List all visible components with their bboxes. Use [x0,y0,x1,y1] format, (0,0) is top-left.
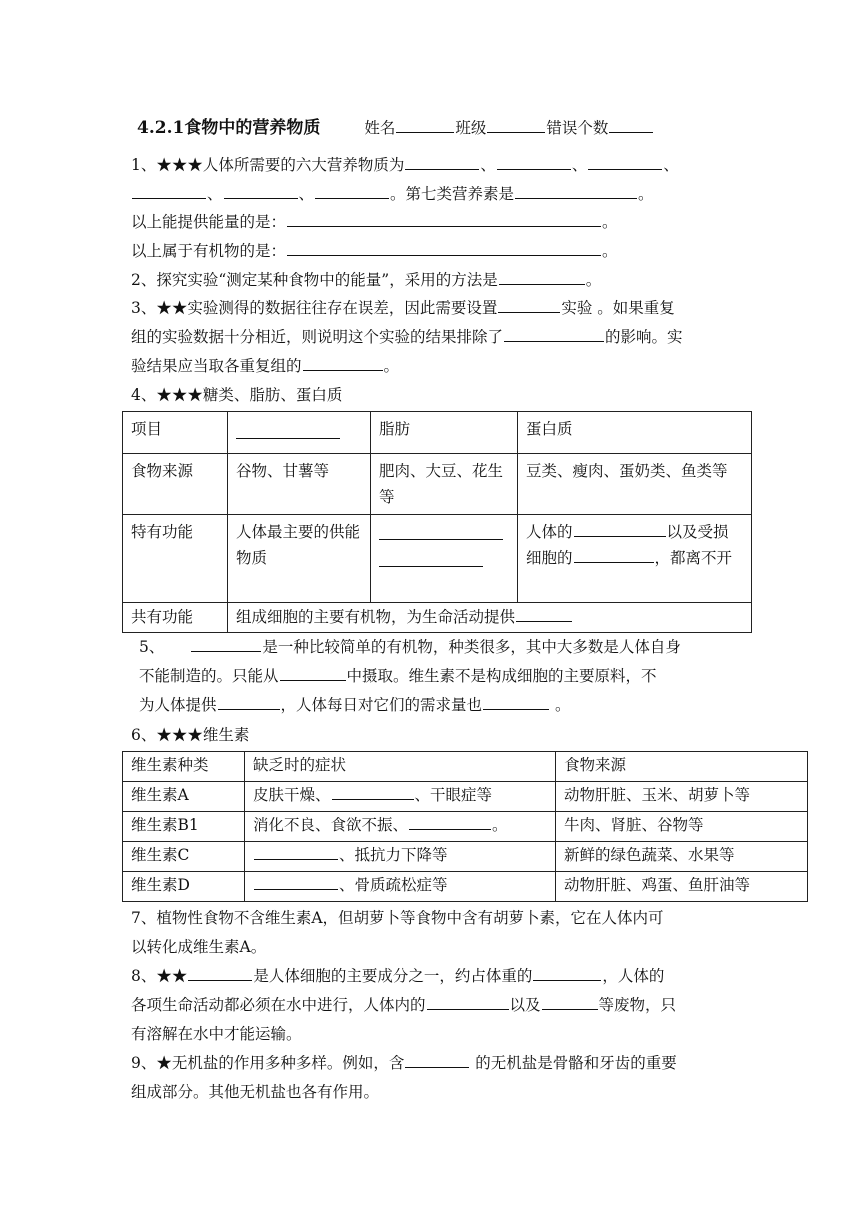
question-3-line-2 [131,326,683,348]
protein-blank-1[interactable] [574,521,666,537]
question-1-line-1 [131,154,679,176]
q1-blank-2[interactable] [497,154,571,170]
vitamin-header-symptom: 缺乏时的症状 [245,752,556,782]
class-blank[interactable] [487,117,545,133]
protein-function-c: ，都离不开 [654,549,733,567]
q1-prefix: 1、★★★人体所需要的六大营养物质为 [131,156,405,174]
vitamin-kind: 维生素B1 [123,812,245,842]
symptom-blank[interactable] [332,784,414,800]
question-7-line-1: 7、植物性食物不含维生素A，但胡萝卜等食物中含有胡萝卜素，它在人体内可 [131,909,664,927]
question-8-line-2 [131,994,676,1016]
errors-label: 错误个数 [546,119,609,137]
q3-text-b: 实验 。如果重复 [561,299,675,317]
vitamin-symptom [245,782,556,812]
protein-function-b: 以及受损细胞的 [526,523,729,567]
q8-text-d: 各项生命活动都必须在水中进行，人体内的 [131,996,426,1014]
symptom-post: 、骨质疏松症等 [339,876,448,894]
q1-sep: 、 [298,185,315,203]
table-header-item: 项目 [123,412,228,454]
question-9-line-1 [131,1052,677,1074]
q3-end: 。 [383,357,400,375]
q5-blank-4[interactable] [483,694,549,710]
table-header-fat: 脂肪 [371,412,518,454]
question-1-line-2 [131,183,654,205]
vitamin-symptom [245,812,556,842]
q8-blank-4[interactable] [542,994,598,1010]
symptom-pre: 消化不良、食欲不振、 [253,816,409,834]
q5-blank-1[interactable] [191,636,261,652]
q5-blank-3[interactable] [218,694,280,710]
q8-blank-1[interactable] [188,965,252,981]
q5-text-d: 为人体提供 [139,696,217,714]
q1-sep: 、 [663,156,679,174]
q3-text-a: 3、★★实验测得的数据往往存在误差，因此需要设置 [131,299,498,317]
protein-function-a: 人体的 [526,523,573,541]
name-label: 姓名 [364,119,396,137]
table-header-protein: 蛋白质 [518,412,752,454]
q5-text-a: 是一种比较简单的有机物，种类很多，其中大多数是人体自身 [262,638,681,656]
q1-blank-7[interactable] [515,183,637,199]
question-8-line-1 [131,965,664,987]
question-7-line-2: 以转化成维生素A。 [131,938,267,956]
q8-blank-2[interactable] [533,965,601,981]
fat-function-blank[interactable] [371,515,518,603]
table-header-sugar-blank[interactable] [228,412,371,454]
q8-text-c: ，人体的 [602,967,665,985]
symptom-blank[interactable] [254,874,338,890]
q1-end: 。 [638,185,654,203]
q1-seventh-label: 。第七类营养素是 [390,185,515,203]
vitamin-source: 动物肝脏、鸡蛋、鱼肝油等 [556,872,808,902]
q8-text-a: 8、★★ [131,967,188,985]
vitamin-source: 新鲜的绿色蔬菜、水果等 [556,842,808,872]
q1-blank-3[interactable] [588,154,662,170]
symptom-blank[interactable] [409,814,491,830]
q5-blank-2[interactable] [280,665,346,681]
row-label-common: 共有功能 [123,603,228,633]
symptom-blank[interactable] [254,844,338,860]
vitamin-source: 动物肝脏、玉米、胡萝卜等 [556,782,808,812]
q1-sep: 、 [571,156,588,174]
sugar-source: 谷物、甘薯等 [228,454,371,515]
q8-blank-3[interactable] [427,994,509,1010]
q1-organic-label: 以上属于有机物的是： [131,242,287,260]
q1-sep: 、 [480,156,496,174]
worksheet-header [137,117,654,139]
vitamin-header-kind: 维生素种类 [123,752,245,782]
q1-organic-blank[interactable] [287,240,601,256]
row-label-specific: 特有功能 [123,515,228,603]
q5-text-b: 不能制造的。只能从 [139,667,279,685]
vitamin-symptom [245,842,556,872]
q3-blank-2[interactable] [504,326,604,342]
vitamin-kind: 维生素D [123,872,245,902]
q2-end: 。 [585,271,602,289]
q1-sep: 、 [207,185,223,203]
symptom-post: 。 [492,816,508,834]
question-6-heading: 6、★★★维生素 [131,726,250,744]
vitamins-table [122,751,808,902]
question-5-line-3 [139,694,570,716]
page-title: 4.2.1食物中的营养物质 [137,118,321,138]
q1-blank-1[interactable] [405,154,479,170]
symptom-post: 、抵抗力下降等 [339,846,448,864]
name-blank[interactable] [396,117,454,133]
protein-source: 豆类、瘦肉、蛋奶类、鱼类等 [518,454,752,515]
q1-energy-blank[interactable] [287,211,601,227]
question-5-line-1 [139,636,681,658]
common-function [228,603,752,633]
q5-number: 5、 [139,638,165,656]
q1-blank-4[interactable] [132,183,206,199]
q3-text-d: 的影响。实 [605,328,683,346]
q9-text-b: 的无机盐是骨骼和牙齿的重要 [470,1054,677,1072]
question-1-organic [131,240,618,262]
q3-text-c: 组的实验数据十分相近，则说明这个实验的结果排除了 [131,328,504,346]
question-9-line-2: 组成部分。其他无机盐也各有作用。 [131,1083,380,1101]
row-label-source: 食物来源 [123,454,228,515]
q1-end: 。 [602,242,618,260]
q2-text: 2、探究实验“测定某种食物中的能量”，采用的方法是 [131,271,498,289]
question-3-line-1 [131,297,675,319]
symptom-post: 、干眼症等 [414,786,493,804]
q1-blank-6[interactable] [315,183,389,199]
q1-energy-label: 以上能提供能量的是： [131,213,287,231]
vitamin-symptom [245,872,556,902]
vitamin-header-source: 食物来源 [556,752,808,782]
question-8-line-3: 有溶解在水中才能运输。 [131,1025,302,1043]
fat-source: 肥肉、大豆、花生等 [371,454,518,515]
vitamin-kind: 维生素C [123,842,245,872]
q3-blank-1[interactable] [498,297,560,313]
q9-blank[interactable] [405,1052,469,1068]
question-5-line-2 [139,665,657,687]
protein-function [518,515,752,603]
q8-text-e: 以及 [509,996,541,1014]
question-1-energy [131,211,618,233]
protein-blank-2[interactable] [574,547,654,563]
question-3-line-3 [131,355,399,377]
q9-text-a: 9、★无机盐的作用多种多样。例如，含 [131,1054,405,1072]
q5-end: 。 [550,696,571,714]
question-2 [131,269,601,291]
vitamin-kind: 维生素A [123,782,245,812]
q2-blank[interactable] [499,269,585,285]
class-label: 班级 [455,119,487,137]
common-function-text: 组成细胞的主要有机物，为生命活动提供 [236,608,516,626]
sugar-function: 人体最主要的供能物质 [228,515,371,603]
q1-blank-5[interactable] [224,183,298,199]
common-function-blank[interactable] [516,606,572,622]
q3-text-e: 验结果应当取各重复组的 [131,357,302,375]
q5-text-e: ，人体每日对它们的需求量也 [280,696,483,714]
q5-text-c: 中摄取。维生素不是构成细胞的主要原料，不 [346,667,657,685]
question-4-heading: 4、★★★糖类、脂肪、蛋白质 [131,386,343,404]
symptom-pre: 皮肤干燥、 [253,786,331,804]
nutrients-table [122,411,752,633]
vitamin-source: 牛肉、肾脏、谷物等 [556,812,808,842]
q3-blank-3[interactable] [303,355,383,371]
errors-blank[interactable] [609,117,653,133]
q1-end: 。 [602,213,618,231]
q8-text-b: 是人体细胞的主要成分之一，约占体重的 [253,967,533,985]
q8-text-f: 等废物，只 [598,996,677,1014]
